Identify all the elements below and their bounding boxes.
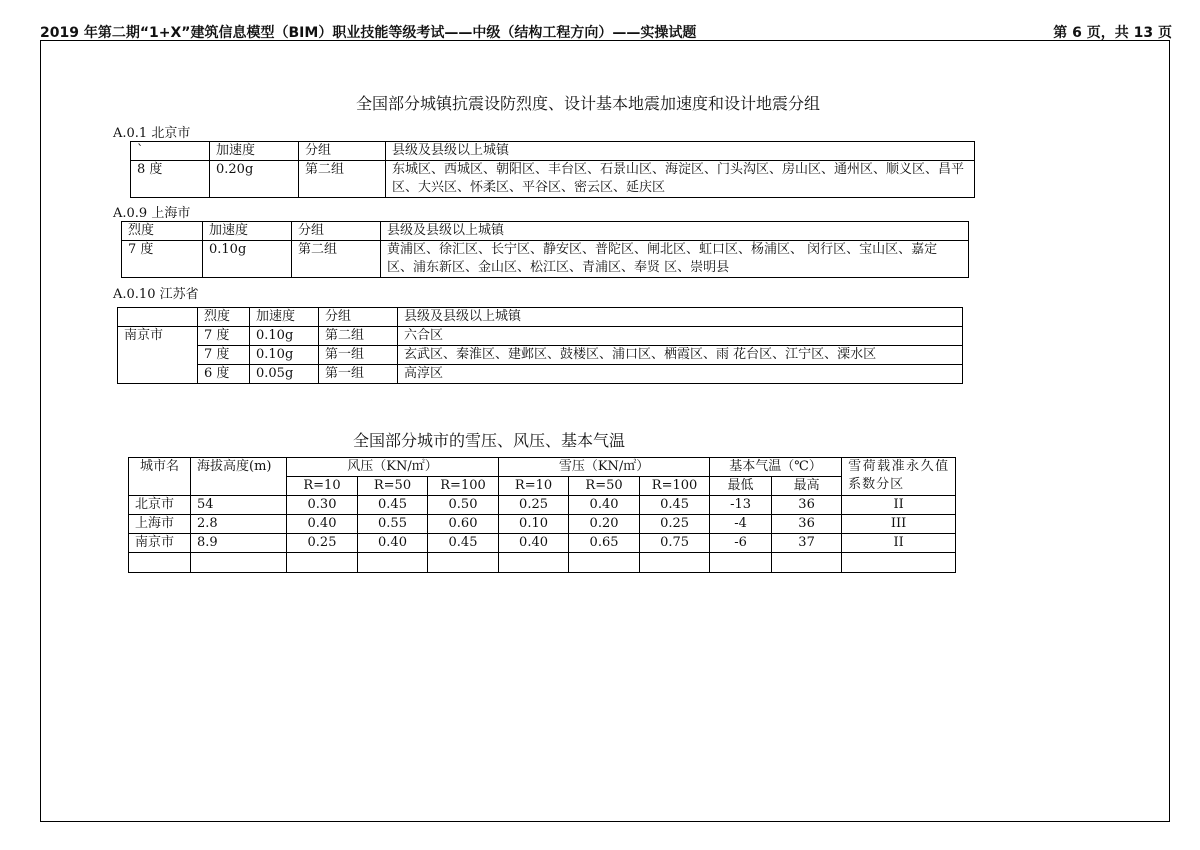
table-cell: 第二组 bbox=[299, 161, 386, 198]
header-cell bbox=[118, 308, 198, 327]
beijing-seismic-table bbox=[130, 141, 975, 198]
table-header-row bbox=[118, 308, 963, 327]
header-cell: 雪压（KN/㎡） bbox=[499, 458, 710, 477]
table-cell: 7 度 bbox=[122, 241, 203, 278]
jiangsu-seismic-table bbox=[117, 307, 963, 384]
table-cell: 0.20 bbox=[569, 515, 640, 534]
header-cell: R=50 bbox=[569, 477, 640, 496]
header-cell: 分组 bbox=[319, 308, 398, 327]
seismic-table-title: 全国部分城镇抗震设防烈度、设计基本地震加速度和设计地震分组 bbox=[356, 94, 821, 113]
header-cell: 加速度 bbox=[203, 222, 292, 241]
table-cell: -4 bbox=[710, 515, 772, 534]
table-cell: 第一组 bbox=[319, 346, 398, 365]
table-cell bbox=[428, 553, 499, 573]
table-cell bbox=[710, 553, 772, 573]
header-cell: 烈度 bbox=[198, 308, 250, 327]
table-cell: 北京市 bbox=[129, 496, 191, 515]
table-cell: 0.55 bbox=[358, 515, 428, 534]
table-cell bbox=[569, 553, 640, 573]
table-row bbox=[129, 515, 956, 534]
table-cell: 0.10g bbox=[250, 327, 319, 346]
header-cell: 加速度 bbox=[210, 142, 299, 161]
table-cell: 第一组 bbox=[319, 365, 398, 384]
table-cell: 南京市 bbox=[129, 534, 191, 553]
table-cell: 玄武区、秦淮区、建邺区、鼓楼区、浦口区、栖霞区、雨 花台区、江宁区、溧水区 bbox=[398, 346, 963, 365]
table-cell: 54 bbox=[191, 496, 287, 515]
table-header-row bbox=[131, 142, 975, 161]
table-cell bbox=[358, 553, 428, 573]
table-cell: 36 bbox=[772, 496, 842, 515]
header-cell: 雪荷载准永久值系数分区 bbox=[842, 458, 956, 496]
table-cell: 六合区 bbox=[398, 327, 963, 346]
table-cell: 36 bbox=[772, 515, 842, 534]
table-cell: 0.45 bbox=[358, 496, 428, 515]
table-cell: 第二组 bbox=[319, 327, 398, 346]
city-cell: 南京市 bbox=[118, 327, 198, 384]
header-cell: 基本气温（℃） bbox=[710, 458, 842, 477]
header-cell: R=100 bbox=[640, 477, 710, 496]
table-cell: 8 度 bbox=[131, 161, 210, 198]
table-row bbox=[131, 161, 975, 198]
table-cell: 0.45 bbox=[640, 496, 710, 515]
beijing-caption: A.0.1 北京市 bbox=[113, 126, 191, 141]
table-cell bbox=[191, 553, 287, 573]
climate-table-title: 全国部分城市的雪压、风压、基本气温 bbox=[353, 431, 626, 450]
table-cell: 0.10g bbox=[203, 241, 292, 278]
table-row bbox=[129, 496, 956, 515]
table-cell: 0.40 bbox=[569, 496, 640, 515]
header-cell: 县级及县级以上城镇 bbox=[386, 142, 975, 161]
table-cell: 37 bbox=[772, 534, 842, 553]
table-cell bbox=[499, 553, 569, 573]
header-cell: R=10 bbox=[499, 477, 569, 496]
table-cell: II bbox=[842, 534, 956, 553]
header-cell: R=100 bbox=[428, 477, 499, 496]
table-cell: 0.25 bbox=[287, 534, 358, 553]
header-cell: R=50 bbox=[358, 477, 428, 496]
table-cell bbox=[640, 553, 710, 573]
header-cell: 烈度 bbox=[122, 222, 203, 241]
header-cell: 县级及县级以上城镇 bbox=[381, 222, 969, 241]
table-row bbox=[129, 534, 956, 553]
table-cell: 0.30 bbox=[287, 496, 358, 515]
shanghai-seismic-table bbox=[121, 221, 969, 278]
jiangsu-caption: A.0.10 江苏省 bbox=[113, 287, 199, 302]
table-cell: -6 bbox=[710, 534, 772, 553]
table-header-row bbox=[129, 458, 956, 477]
table-cell: 0.45 bbox=[428, 534, 499, 553]
header-cell: 分组 bbox=[299, 142, 386, 161]
header-cell: R=10 bbox=[287, 477, 358, 496]
table-cell: II bbox=[842, 496, 956, 515]
table-cell: 上海市 bbox=[129, 515, 191, 534]
table-cell: 2.8 bbox=[191, 515, 287, 534]
table-cell: 0.60 bbox=[428, 515, 499, 534]
table-cell: III bbox=[842, 515, 956, 534]
table-cell: 6 度 bbox=[198, 365, 250, 384]
table-cell: 0.25 bbox=[640, 515, 710, 534]
header-cell: ` bbox=[131, 142, 210, 161]
table-cell: 0.25 bbox=[499, 496, 569, 515]
header-cell: 最低 bbox=[710, 477, 772, 496]
table-cell bbox=[772, 553, 842, 573]
table-cell: 7 度 bbox=[198, 327, 250, 346]
table-row bbox=[118, 365, 963, 384]
table-row bbox=[118, 327, 963, 346]
table-cell: 0.40 bbox=[358, 534, 428, 553]
header-cell: 海拔高度(m) bbox=[191, 458, 287, 496]
table-cell: 黄浦区、徐汇区、长宁区、静安区、普陀区、闸北区、虹口区、杨浦区、 闵行区、宝山区、嘉定区、浦东新区、金山区、松江区、青浦区、奉贤 区、崇明县 bbox=[381, 241, 969, 278]
table-header-row bbox=[122, 222, 969, 241]
table-cell bbox=[287, 553, 358, 573]
table-cell: 0.05g bbox=[250, 365, 319, 384]
page-number: 第 6 页，共 13 页 bbox=[1053, 25, 1172, 41]
header-cell: 城市名 bbox=[129, 458, 191, 496]
table-cell: 0.10 bbox=[499, 515, 569, 534]
table-cell bbox=[129, 553, 191, 573]
header-cell: 加速度 bbox=[250, 308, 319, 327]
climate-table bbox=[128, 457, 956, 573]
table-row bbox=[118, 346, 963, 365]
page-header-title: 2019 年第二期“1+X”建筑信息模型（BIM）职业技能等级考试——中级（结构工程方向）——实操试题 bbox=[40, 25, 697, 41]
table-cell: 0.40 bbox=[287, 515, 358, 534]
table-cell: -13 bbox=[710, 496, 772, 515]
table-cell: 7 度 bbox=[198, 346, 250, 365]
header-cell: 县级及县级以上城镇 bbox=[398, 308, 963, 327]
table-cell: 第二组 bbox=[292, 241, 381, 278]
table-row bbox=[122, 241, 969, 278]
empty-table-row bbox=[129, 553, 956, 573]
table-cell: 高淳区 bbox=[398, 365, 963, 384]
table-cell: 0.10g bbox=[250, 346, 319, 365]
shanghai-caption: A.0.9 上海市 bbox=[113, 206, 191, 221]
table-cell: 0.20g bbox=[210, 161, 299, 198]
table-cell: 0.75 bbox=[640, 534, 710, 553]
table-cell: 8.9 bbox=[191, 534, 287, 553]
header-cell: 最高 bbox=[772, 477, 842, 496]
table-cell: 0.50 bbox=[428, 496, 499, 515]
header-cell: 分组 bbox=[292, 222, 381, 241]
table-cell: 0.40 bbox=[499, 534, 569, 553]
table-cell: 0.65 bbox=[569, 534, 640, 553]
header-cell: 风压（KN/㎡） bbox=[287, 458, 499, 477]
table-cell: 东城区、西城区、朝阳区、丰台区、石景山区、海淀区、门头沟区、房山区、通州区、顺义区、昌平区、大兴区、怀柔区、平谷区、密云区、延庆区 bbox=[386, 161, 975, 198]
table-cell bbox=[842, 553, 956, 573]
